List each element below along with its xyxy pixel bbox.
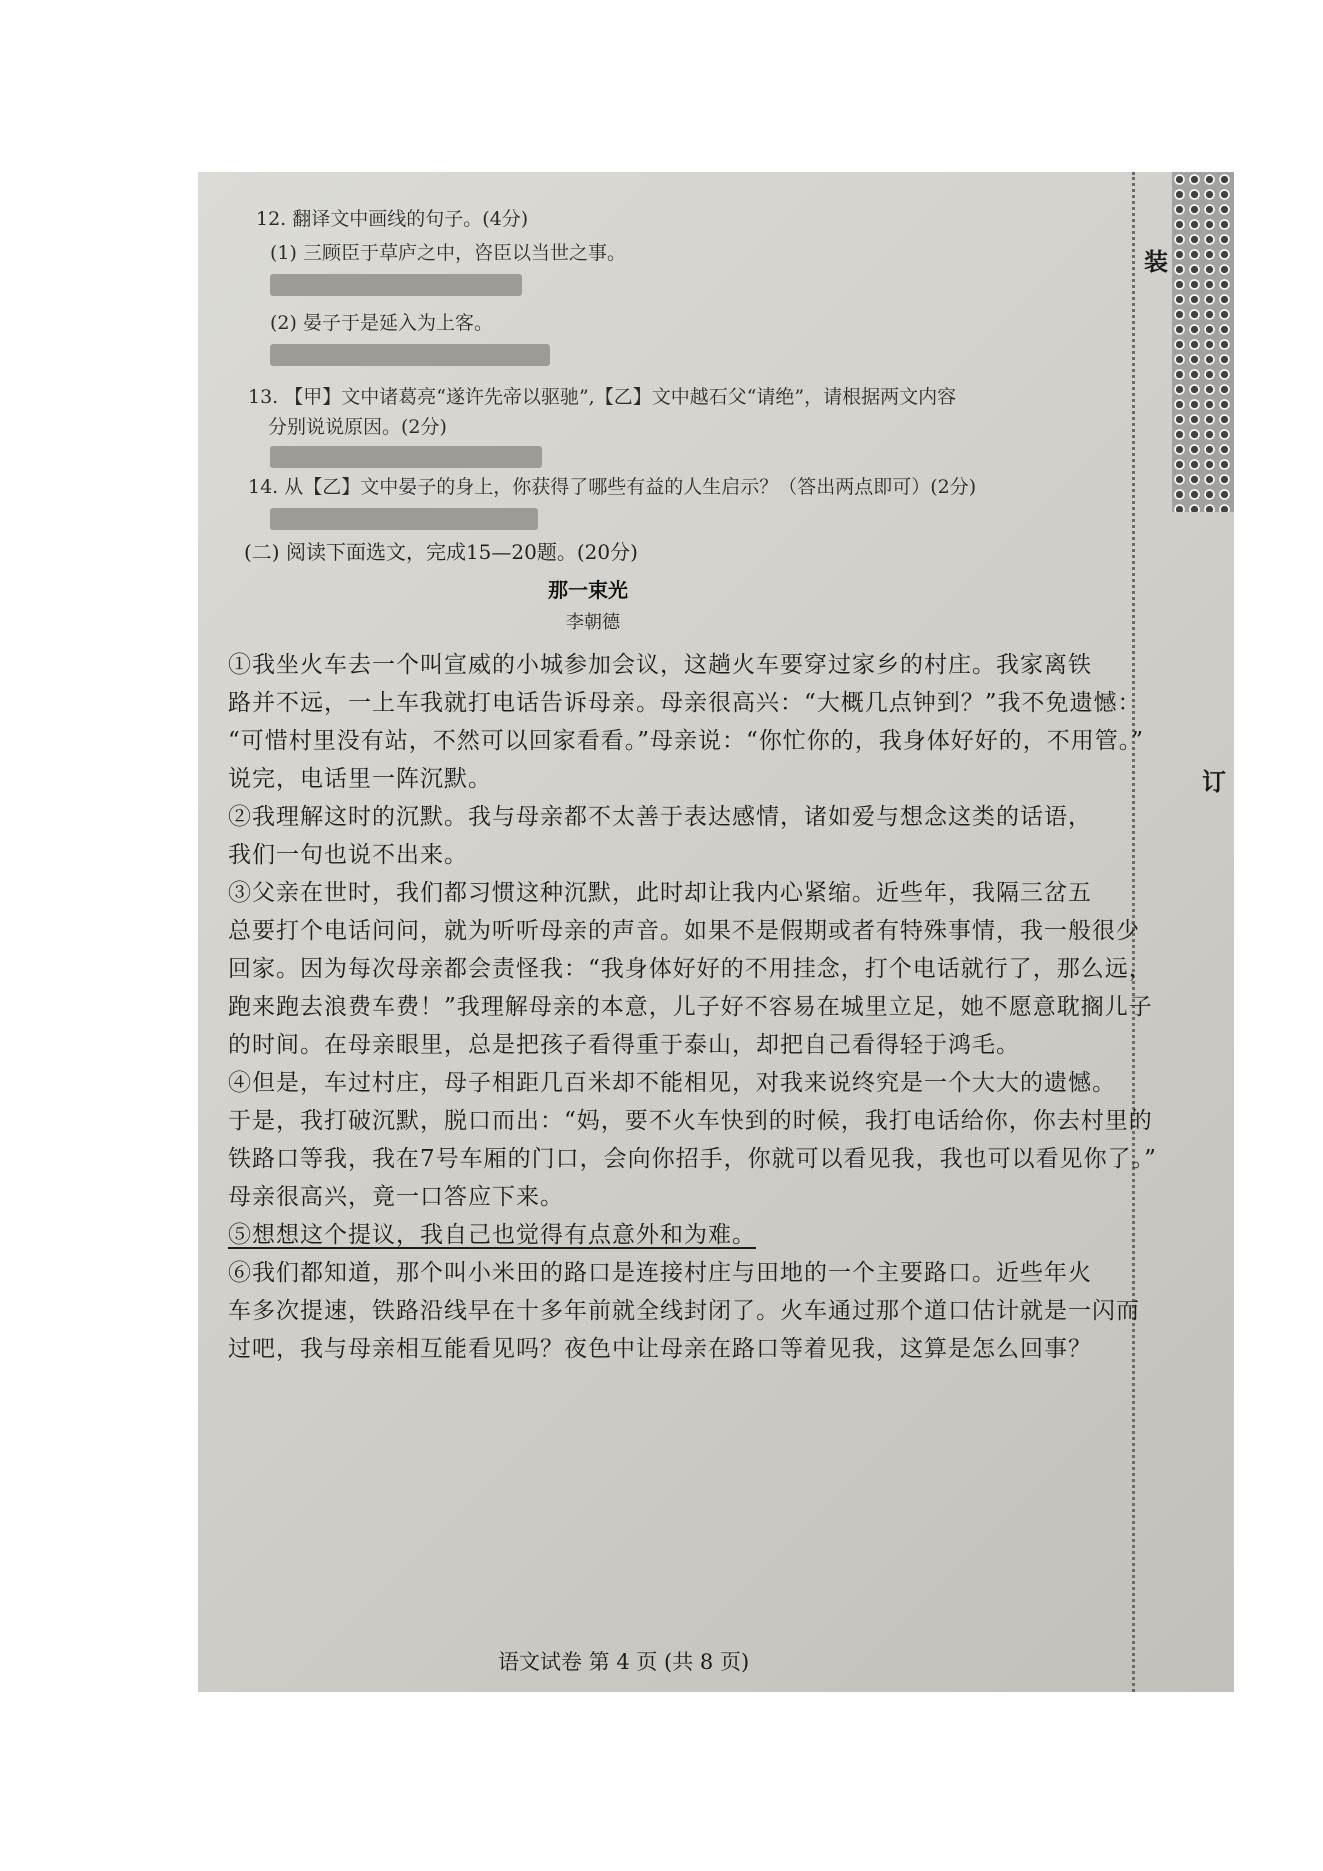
article-line: 总要打个电话问问，就为听听母亲的声音。如果不是假期或者有特殊事情，我一般很少 <box>228 918 1140 944</box>
margin-mark-zhuang: 装 <box>1144 247 1168 276</box>
question-12-2: (2) 晏子于是延入为上客。 <box>270 312 493 334</box>
question-14: 14. 从【乙】文中晏子的身上，你获得了哪些有益的人生启示？（答出两点即可）(2分) <box>248 476 977 498</box>
article-line: 过吧，我与母亲相互能看见吗？夜色中让母亲在路口等着见我，这算是怎么回事？ <box>228 1336 1092 1362</box>
article-line: ①我坐火车去一个叫宣威的小城参加会议，这趟火车要穿过家乡的村庄。我家离铁 <box>228 652 1092 678</box>
underlined-sentence: ⑤想想这个提议，我自己也觉得有点意外和为难。 <box>228 1222 756 1248</box>
article-line: 回家。因为每次母亲都会责怪我：“我身体好好的不用挂念，打个电话就行了，那么远， <box>228 956 1153 982</box>
article-title: 那一束光 <box>548 578 628 602</box>
exam-page <box>198 172 1234 1692</box>
article-line: ④但是，车过村庄，母子相距几百米却不能相见，对我来说终究是一个大大的遗憾。 <box>228 1070 1116 1096</box>
article-line: 说完，电话里一阵沉默。 <box>228 766 492 792</box>
article-line: 铁路口等我，我在7号车厢的门口，会向你招手，你就可以看见我，我也可以看见你了。” <box>228 1146 1157 1172</box>
page-footer: 语文试卷 第 4 页 (共 8 页) <box>498 1650 750 1674</box>
article-line: 母亲很高兴，竟一口答应下来。 <box>228 1184 564 1210</box>
article-line: ③父亲在世时，我们都习惯这种沉默，此时却让我内心紧缩。近些年，我隔三岔五 <box>228 880 1092 906</box>
answer-blank <box>270 446 542 468</box>
article-author: 李朝德 <box>566 612 620 633</box>
article-line: 跑来跑去浪费车费！”我理解母亲的本意，儿子好不容易在城里立足，她不愿意耽搁儿子 <box>228 994 1153 1020</box>
article-line: 的时间。在母亲眼里，总是把孩子看得重于泰山，却把自己看得轻于鸿毛。 <box>228 1032 1020 1058</box>
section-heading: (二) 阅读下面选文，完成15—20题。(20分) <box>244 540 638 564</box>
answer-blank <box>270 508 538 530</box>
margin-mark-ding: 订 <box>1202 767 1226 796</box>
question-13-line1: 13. 【甲】文中诸葛亮“遂许先帝以驱驰”,【乙】文中越石父“请绝”，请根据两文内容 <box>248 386 957 408</box>
question-13-line2: 分别说说原因。(2分) <box>268 416 447 438</box>
article-line: 于是，我打破沉默，脱口而出：“妈，要不火车快到的时候，我打电话给你，你去村里的 <box>228 1108 1153 1134</box>
question-12-1: (1) 三顾臣于草庐之中，咨臣以当世之事。 <box>270 242 626 264</box>
article-line: “可惜村里没有站，不然可以回家看看。”母亲说：“你忙你的，我身体好好的，不用管。” <box>228 728 1145 754</box>
article-line: 车多次提速，铁路沿线早在十多年前就全线封闭了。火车通过那个道口估计就是一闪而 <box>228 1298 1140 1324</box>
article-line: 我们一句也说不出来。 <box>228 842 468 868</box>
answer-blank <box>270 274 522 296</box>
article-line: ②我理解这时的沉默。我与母亲都不太善于表达感情，诸如爱与想念这类的话语， <box>228 804 1092 830</box>
article-line: ⑥我们都知道，那个叫小米田的路口是连接村庄与田地的一个主要路口。近些年火 <box>228 1260 1092 1286</box>
answer-blank <box>270 344 550 366</box>
question-12: 12. 翻译文中画线的句子。(4分) <box>256 208 529 230</box>
article-line: 路并不远，一上车我就打电话告诉母亲。母亲很高兴：“大概几点钟到？”我不免遗憾： <box>228 690 1142 716</box>
binding-pattern <box>1172 172 1234 512</box>
